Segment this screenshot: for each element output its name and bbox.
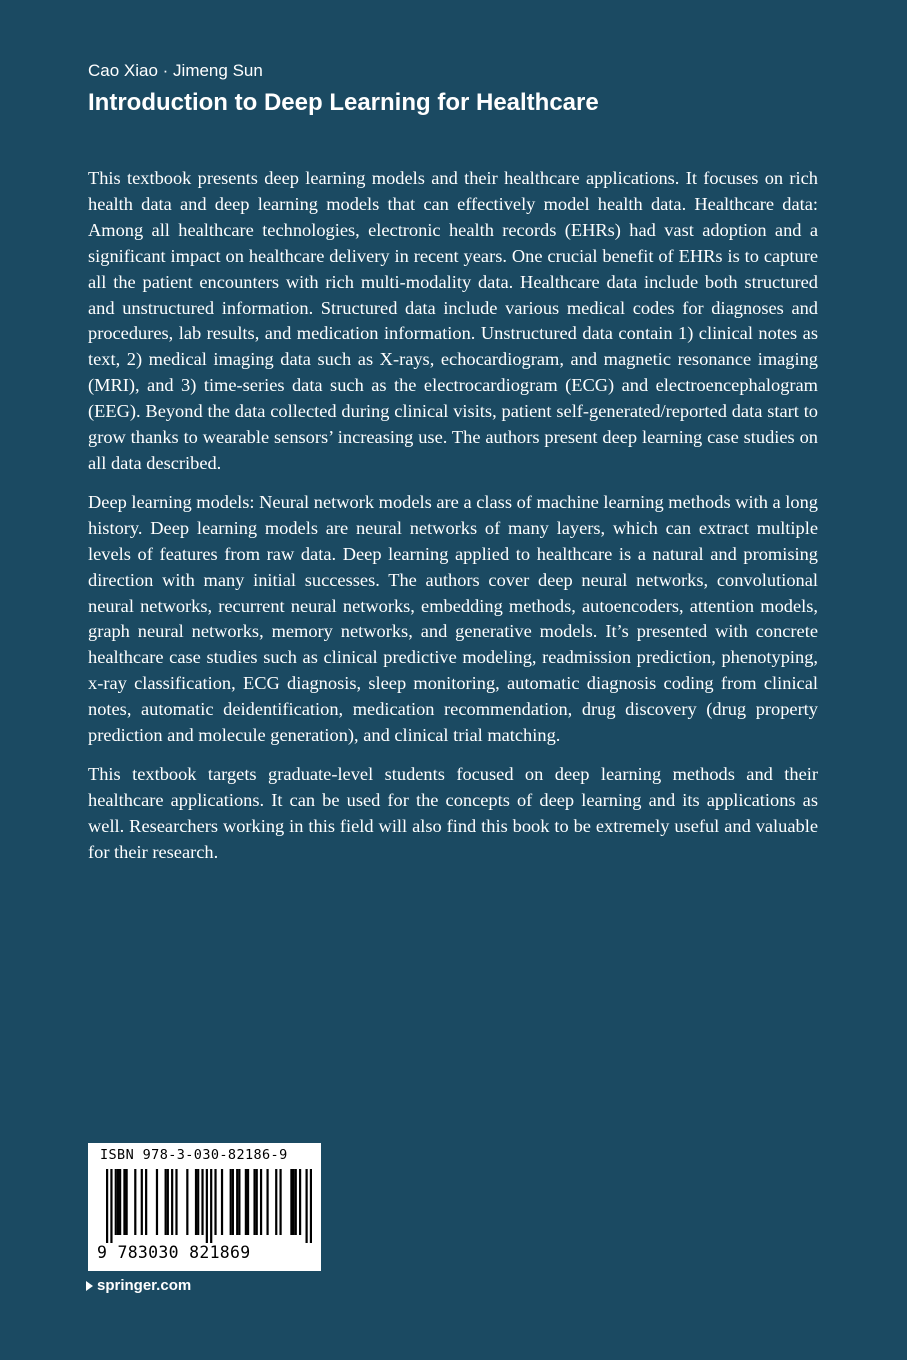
barcode-bar <box>106 1169 108 1243</box>
barcode-bar <box>253 1169 255 1235</box>
barcode-bar <box>165 1169 167 1235</box>
barcode-bar <box>197 1169 199 1235</box>
barcode-bar <box>201 1169 203 1235</box>
barcode-bar <box>299 1169 301 1235</box>
barcode-bar <box>256 1169 258 1235</box>
barcode-bar <box>305 1169 307 1243</box>
barcode-bar <box>171 1169 173 1235</box>
ean-digits: 9 783030 821869 <box>97 1243 251 1262</box>
blurb-paragraph: This textbook presents deep learning models and their healthcare applications. It focuses on rich health data and deep learning models that can effectively model health data. Healthcare data: Among all healthcare technologies, electronic health records (EHRs) had vast adoption and a significant impact on healthcare delivery in recent years. One crucial benefit of EHRs is to capture all the patient encounters with rich multi-modality data. Healthcare data include both structured and unstructured information. Structured data include various medical codes for diagnoses and procedures, lab results, and medication information. Unstructured data contain 1) clinical notes as text, 2) medical imaging data such as X-rays, echocardiogram, and magnetic resonance imaging (MRI), and 3) time-series data such as the electrocardiogram (ECG) and electroencephalogram (EEG). Beyond the data collected during clinical visits, patient self-generated/reported data start to grow thanks to wearable sensors’ increasing use. The authors present deep learning case studies on all data described. <box>88 168 818 473</box>
barcode-bar <box>119 1169 121 1235</box>
barcode-bar <box>245 1169 247 1235</box>
barcode-bar <box>260 1169 262 1235</box>
barcode-bar <box>214 1169 216 1235</box>
barcode-bar <box>110 1169 112 1243</box>
chevron-right-icon <box>86 1281 93 1291</box>
barcode-bar <box>221 1169 223 1235</box>
barcode-bar <box>238 1169 240 1235</box>
barcode-bar <box>290 1169 292 1235</box>
barcode-bar <box>206 1169 208 1243</box>
barcode-bar <box>275 1169 277 1235</box>
barcode-bar <box>145 1169 147 1235</box>
barcode-bar <box>232 1169 234 1235</box>
barcode-bar <box>247 1169 249 1235</box>
barcode-bar <box>134 1169 136 1235</box>
isbn-barcode <box>88 1143 321 1271</box>
barcode-bar <box>123 1169 125 1235</box>
barcode-bar <box>236 1169 238 1235</box>
barcode-bar <box>167 1169 169 1235</box>
barcode-bar <box>210 1169 212 1243</box>
barcode-bar <box>279 1169 281 1235</box>
barcode-bar <box>195 1169 197 1235</box>
isbn-label: ISBN 978-3-030-82186-9 <box>100 1147 288 1163</box>
barcode-bars <box>106 1169 312 1243</box>
barcode-bar <box>175 1169 177 1235</box>
authors: Cao Xiao · Jimeng Sun <box>88 61 263 80</box>
barcode-bar <box>310 1169 312 1243</box>
publisher-url: springer.com <box>97 1277 192 1294</box>
blurb <box>88 166 818 879</box>
blurb-paragraph: Deep learning models: Neural network models are a class of machine learning methods with a long history. Deep learning models are neural networks of many layers, which can extract multiple levels of features from raw data. Deep learning applied to healthcare is a natural and promising direction with many initial successes. The authors cover deep neural networks, convolutional neural networks, recurrent neural networks, embedding methods, autoencoders, attention models, graph neural networks, memory networks, and generative models. It’s presented with concrete healthcare case studies such as clinical predictive modeling, readmission prediction, phenotyping, x-ray classification, ECG diagnosis, sleep monitoring, automatic diagnosis coding from clinical notes, automatic deidentification, medication recommendation, drug discovery (drug property prediction and molecule generation), and clinical trial matching. <box>88 491 818 746</box>
barcode-bar <box>230 1169 232 1235</box>
barcode-bar <box>295 1169 297 1235</box>
barcode-bar <box>141 1169 143 1235</box>
book-title: Introduction to Deep Learning for Healthcare <box>88 89 599 116</box>
barcode-bar <box>186 1169 188 1235</box>
barcode-bar <box>126 1169 128 1235</box>
barcode-bar <box>115 1169 117 1235</box>
publisher-link[interactable] <box>86 1277 191 1294</box>
barcode-bar <box>156 1169 158 1235</box>
barcode-bar <box>117 1169 119 1235</box>
barcode-bar <box>292 1169 294 1235</box>
barcode-bar <box>266 1169 268 1235</box>
blurb-paragraph: This textbook targets graduate-level students focused on deep learning methods and their healthcare applications. It can be used for the concepts of deep learning and its applications as well. Researchers working in this field will also find this book to be extremely useful and valuable for their research. <box>88 763 818 862</box>
